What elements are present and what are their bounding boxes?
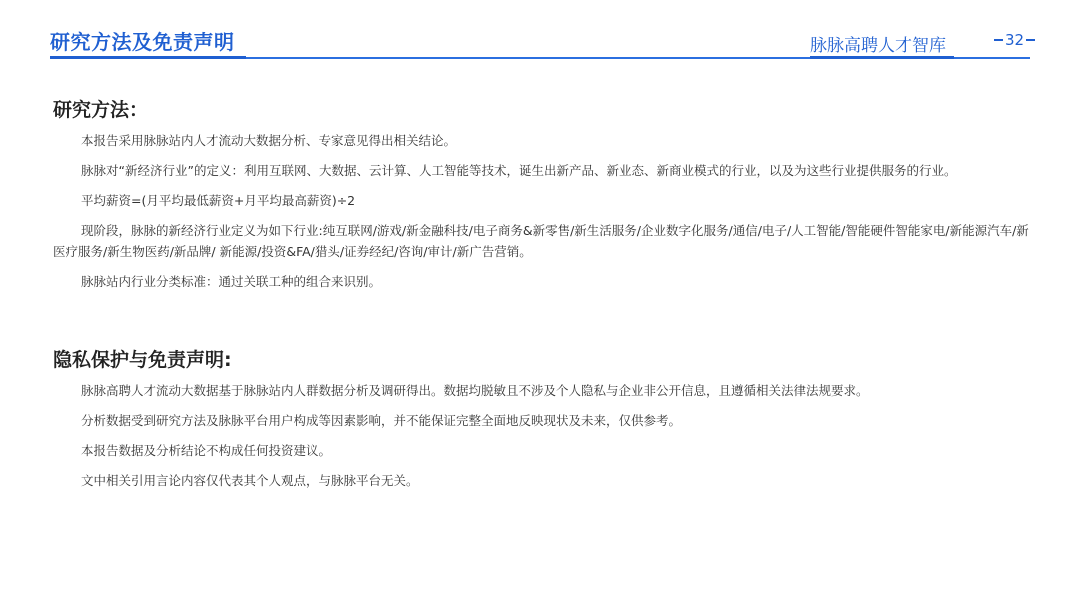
privacy-paragraph-4: 文中相关引用言论内容仅代表其个人观点，与脉脉平台无关。 [81,473,419,488]
privacy-section [53,345,1038,500]
privacy-paragraph-2: 分析数据受到研究方法及脉脉平台用户构成等因素影响，并不能保证完整全面地反映现状及未来，仅供参考。 [81,413,682,428]
header-divider-accent-right [810,56,954,59]
page-number-dash-right [1026,39,1035,41]
privacy-paragraph-3: 本报告数据及分析结论不构成任何投资建议。 [81,443,332,458]
page-number-value: 32 [1005,31,1025,49]
methods-paragraph-4: 现阶段，脉脉的新经济行业定义为如下行业:纯互联网/游戏/新金融科技/电子商务&新零售/新生活服务/企业数字化服务/通信/电子/人工智能/智能硬件智能家电/新能源汽车/新医疗服务/新生物医药/新品牌/ 新能源/投资&FA/猎头/证券经纪/咨询/审计/新广告营销。 [53,223,1029,259]
methods-heading: 研究方法： [53,99,149,121]
methods-paragraph-5: 脉脉站内行业分类标准：通过关联工种的组合来识别。 [81,274,382,289]
privacy-paragraph-1: 脉脉高聘人才流动大数据基于脉脉站内人群数据分析及调研得出。数据均脱敏且不涉及个人隐私与企业非公开信息，且遵循相关法律法规要求。 [81,383,869,398]
methods-paragraph-2: 脉脉对“新经济行业”的定义：利用互联网、大数据、云计算、人工智能等技术，诞生出新产品、新业态、新商业模式的行业，以及为这些行业提供服务的行业。 [81,163,957,178]
page-number-dash-left [994,39,1003,41]
brand-name: 脉脉高聘人才智库 [810,36,946,56]
page-number [992,31,1037,49]
methods-section [53,95,1038,301]
methods-paragraph-1: 本报告采用脉脉站内人才流动大数据分析、专家意见得出相关结论。 [81,133,457,148]
privacy-heading: 隐私保护与免责声明: [53,349,232,371]
methods-paragraph-3: 平均薪资=(月平均最低薪资+月平均最高薪资)÷2 [81,193,356,208]
page-title: 研究方法及免责声明 [50,30,235,54]
header-divider-accent-left [50,56,246,59]
